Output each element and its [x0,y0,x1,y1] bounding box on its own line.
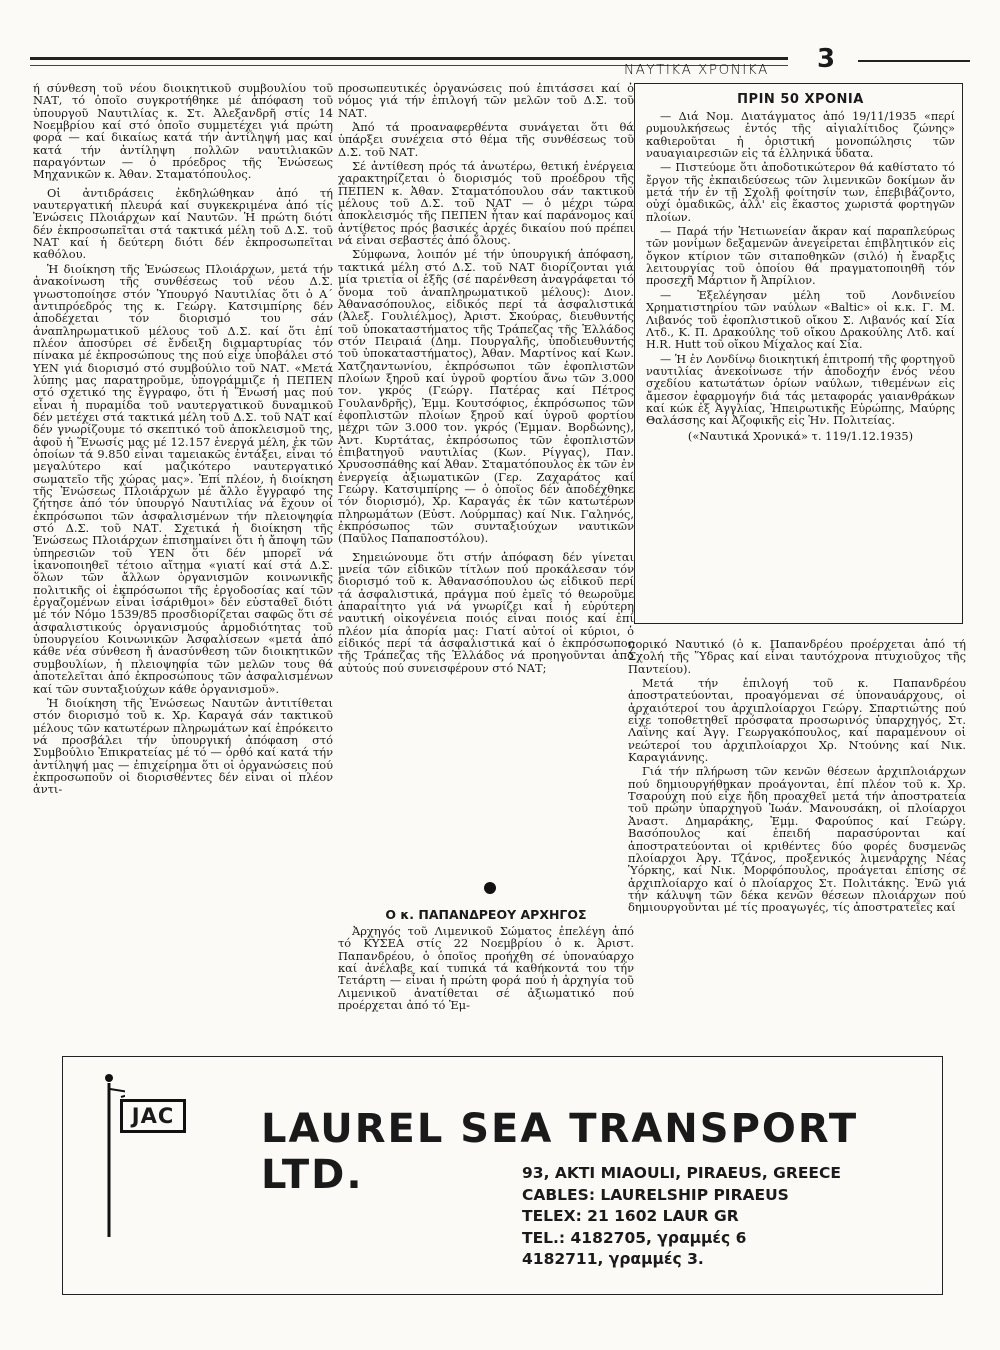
subsection-title: Ο κ. ΠΑΠΑΝΔΡΕΟΥ ΑΡΧΗΓΟΣ [385,907,587,922]
sidebar-title: ΠΡΙΝ 50 ΧΡΟΝΙΑ [737,92,864,107]
paragraph: Σημειώνουμε ὅτι στήν ἀπόφαση δέν γίνεται μνεία τῶν εἰδικῶν τίτλων πού προκάλεσαν τόν διορισμό τοῦ κ. Ἀθανασόπουλου ὡς εἰδικοῦ περί τά ἀσφαλιστικά, πράγμα πού ἐμεῖς τό θεωροῦμε ἀπαραίτητο γιά νά γνωρίζει καί ἡ εὐρύτερη ναυτική οἰκογένεια ποιός εἶναι ποιός καί ἐπί πλέον μία ἀπορία μας: Γιατί αὐτοί οἱ κύριοι, ὁ εἰδικός περί τά ἀσφαλιστικά καί ὁ ἐκπρόσωπος τῆς Τράπεζας τῆς Ἑλλάδος νά προηγοῦνται ἀπό αὐτούς πού συνεισφέρουν στό ΝΑΤ; [338,549,634,675]
article-column-2 [338,82,634,674]
paragraph: προσωπευτικές ὀργανώσεις πού ἐπιτάσσει καί ὁ νόμος γιά τήν ἐπιλογή τῶν μελῶν τοῦ Δ.Σ. τοῦ ΝΑΤ. [338,81,634,120]
sidebar-item: — Διά Νομ. Διατάγματος ἀπό 19/11/1935 «περί ρυμουλκήσεως ἐντός τῆς αἰγιαλίτιδος ζώνης» καθιεροῦται ἡ ὁριστική μονοπώλησις τῶν ναυαγιαιρεσιῶν εἰς τά ἑλληνικά ὕδατα. [646,110,955,161]
page-number: 3 [817,44,836,74]
paragraph: Σέ ἀντίθεση πρός τά ἀνωτέρω, θετική ἐνέργεια χαρακτηρίζεται ὁ διορισμός τοῦ προέδρου τῆς ΠΕΠΕΝ κ. Ἀθαν. Σταματόπουλου σάν τακτικοῦ μέλους τοῦ Δ.Σ. τοῦ ΝΑΤ — ὁ μέχρι τώρα ἀποκλεισμός τῆς ΠΕΠΕΝ ἦταν καί παράνομος καί ἀντίθετος πρός βασικές ἀρχές δικαίου πού πρέπει νά εἶναι σεβαστές ἀπό ὅλους. [338,159,634,248]
page-header [30,44,970,84]
paragraph: πορικό Ναυτικό (ὁ κ. Παπανδρέου προέρχεται ἀπό τή Σχολή τῆς Ὕδρας καί εἶναι ταυτόχρονα πτυχιοῦχος τῆς Παντείου). [628,637,966,676]
sidebar-item: — Ἡ ἐν Λονδίνῳ διοικητική ἐπιτροπή τῆς φορτηγοῦ ναυτιλίας ἀνεκοίνωσε τήν ἀποδοχήν ἑνός νέου σχεδίου κατωτάτων ὁρίων ναύλων, τιθεμένων εἰς ἄμεσον ἐφαρμογήν διά τάς μεταφοράς γαιανθράκων καί κώκ ἐξ Ἀγγλίας, Ἠπειρωτικῆς Εὐρώπης, Μαύρης Θαλάσσης καί Ἀζοφικῆς εἰς Ἡν. Πολιτείας. [646,352,955,428]
flagpole-icon [95,1069,125,1239]
subsection-text [338,925,634,1011]
paragraph: Ἡ διοίκηση τῆς Ἑνώσεως Ναυτῶν ἀντιτίθεται στόν διορισμό τοῦ κ. Χρ. Καραγά σάν τακτικοῦ μέλους τῶν κατωτέρων πληρωμάτων καί ἐπρόκειτο νά προσβάλει τήν ὑπουργική ἀπόφαση στό Συμβούλιο Ἐπικρατείας μέ τό — ὀρθό καί κατά τήν ἀντίληψή μας — ἐπιχείρημα ὅτι οἱ ὀργανώσεις πού ἐκπροσωποῦν οἱ διορισθέντες δέν εἶναι οἱ πλέον ἀντι- [33,695,333,797]
paragraph: Ἀπό τά προαναφερθέντα συνάγεται ὅτι θά ὑπάρξει συνέχεια στό θέμα τῆς συνθέσεως τοῦ Δ.Σ. τοῦ ΝΑΤ. [338,120,634,159]
paragraph: ή σύνθεση τοῦ νέου διοικητικοῦ συμβουλίου τοῦ ΝΑΤ, τό ὁποῖο συγκροτήθηκε μέ ἀπόφαση τοῦ ὑπουργοῦ Ναυτιλίας κ. Στ. Ἀλεξανδρῆ στίς 14 Νοεμβρίου καί στό ὁποῖο συμμετέχει γιά πρώτη φορά — καί δικαίως κατά τήν ἀντίληψή μας καί κατά τήν ἀντίληψη πολλῶν ναυτιλιακῶν παραγόντων — ὁ πρόεδρος τῆς Ἑνώσεως Μηχανικῶν κ. Ἀθαν. Σταματόπουλος. [33,81,333,182]
telephone-line-2: 4182711, γραμμές 3. [522,1250,704,1268]
article-column-1 [33,82,333,796]
sidebar-item: — Ἐξελέγησαν μέλη τοῦ Λονδινείου Χρηματιστηρίου τῶν ναύλων «Baltic» οἱ κ.κ. Γ. Μ. Λιβανός τοῦ ἐφοπλιστικοῦ οἴκου Σ. Λιβανός καί Σία Λτδ., Κ. Π. Δρακούλης τοῦ οἴκου Δρακούλης Λτδ. καί H.R. Hutt τοῦ οἴκου Μίχαλος καί Σία. [646,288,955,352]
company-name: LAUREL SEA TRANSPORT LTD. [261,1106,859,1198]
paragraph: Οἱ ἀντιδράσεις ἐκδηλώθηκαν ἀπό τή ναυτεργατική πλευρά καί συγκεκριμένα ἀπό τίς Ἑνώσεις Πλοιάρχων καί Ναυτῶν. Ἡ πρώτη διότι δέν ἐκπροσωπεῖται στά τακτικά μέλη τοῦ Δ.Σ. τοῦ ΝΑΤ καί ἡ δεύτερη διότι δέν ἐκπροσωπεῖται καθόλου. [33,185,333,262]
paragraph: Ἀρχηγός τοῦ Λιμενικοῦ Σώματος ἐπελέγη ἀπό τό ΚΥΣΕΑ στίς 22 Νοεμβρίου ὁ κ. Ἀριστ. Παπανδρέου, ὁ ὁποῖος προήχθη σέ ὑποναύαρχο καί ἀνέλαβε καί τυπικά τά καθήκοντά του τήν Τετάρτη — εἶναι ἡ πρώτη φορά πού ἡ ἀρχηγία τοῦ Λιμενικοῦ ἀνατίθεται σέ ἀξιωματικό πού προέρχεται ἀπό τό Ἐμ- [338,924,634,1013]
jac-flag-logo: JAC [120,1099,186,1133]
paragraph: Γιά τήν πλήρωση τῶν κενῶν θέσεων ἀρχιπλοιάρχων πού δημιουργήθηκαν προάγονται, ἐπί πλέον τοῦ κ. Χρ. Τσαρούχη πού εἶχε ἤδη προαχθεῖ μετά τήν ἀποστρατεία τοῦ πρώην ὑπαρχηγοῦ Ἰωάν. Μανουσάκη, οἱ πλοίαρχοι Ἀναστ. Δημαράκης, Ἐμμ. Φαρούπος καί Γεώργ. Βασόπουλος καί ἐπειδή παρασύρονται καί ἀποστρατεύονται οἱ κριθέντες δύο φορές δυσμενῶς πλοίαρχοι Ἀργ. Τζάνος, προξενικός λιμενάρχης Νέας Ὑόρκης, καί Νικ. Μορφόπουλος, προάγεται ἐπίσης σέ ἀρχιπλοίαρχο καί ὁ πλοίαρχος Στ. Πολιτάκης. Ἐνῶ γιά τήν κάλυψη τῶν δέκα κενῶν θέσεων πλοιάρχων πού δημιουργοῦνται μέ τίς προαγωγές, τίς ἀποστρατεῖες καί [628,764,966,915]
advertisement [62,1056,943,1295]
address-line: 93, AKTI MIAOULI, PIRAEUS, GREECE [522,1164,841,1182]
sidebar-source: («Ναυτικά Χρονικά» τ. 119/1.12.1935) [687,428,914,443]
telex-line: TELEX: 21 1602 LAUR GR [522,1207,739,1225]
sidebar-box [634,83,963,624]
paragraph: Σύμφωνα, λοιπόν μέ τήν ὑπουργική ἀπόφαση, τακτικά μέλη στό Δ.Σ. τοῦ ΝΑΤ διορίζονται γιά μία τριετία οἱ ἑξῆς (σέ παρένθεση ἀναγράφεται τό ὄνομα τοῦ ἀναπληρωματικοῦ μέλους): Διον. Ἀθανασόπουλος, εἰδικός περί τά ἀσφαλιστικά (Ἀλεξ. Γουλιέλμος), Ἀριστ. Σκούρας, διευθυντής τοῦ ὑποκαταστήματος τῆς Τράπεζας τῆς Ἑλλάδος στόν Πειραιά (Δημ. Πουργαλῆς, ὑποδιευθυντής τοῦ ὑποκαταστήματος), Ἀθαν. Μαρτίνος καί Κων. Χατζηαντωνίου, ἐκπρόσωποι τῶν ἐφοπλιστῶν πλοίων ξηροῦ καί ὑγροῦ φορτίου ἄνω τῶν 3.000 τον. γκρός (Γεώργ. Πατέρας καί Πέτρος Γουλανδρῆς), Ἐμμ. Κουτσόφιος, ἐκπρόσωπος τῶν ἐφοπλιστῶν πλοίων ξηροῦ καί ὑγροῦ φορτίου μέχρι τῶν 3.000 τον. γκρός (Ἐμμαν. Βορδώνης), Ἀντ. Κυρτάτας, ἐκπρόσωπος τῶν ἐφοπλιστῶν ἐπιβατηγοῦ ναυτιλίας (Κων. Ρίγγας), Παν. Χρυσοσπάθης καί Ἀθαν. Σταματόπουλος ἐκ τῶν ἐν ἐνεργείᾳ ἀξιωματικῶν (Γερ. Ζαχαράτος καί Γεώργ. Κατσιμπίρης — ὁ ὁποῖος δέν ἀποδέχθηκε τόν διορισμό), Χρ. Καραγάς ἐκ τῶν κατωτέρων πληρωμάτων (Εὐστ. Λούρμπας) καί Νικ. Γαληνός, ἐκπρόσωπος τῶν συνταξιούχων ναυτικῶν (Παῦλος Παπαποστόλου). [338,247,634,546]
paragraph: Ἡ διοίκηση τῆς Ἑνώσεως Πλοιάρχων, μετά τήν ἀνακοίνωση τῆς συνθέσεως τοῦ νέου Δ.Σ. γνωστοποίησε στόν Ὑπουργό Ναυτιλίας ὅτι ὁ Α΄ ἀντιπρόεδρός της κ. Γεώργ. Κατσιμπίρης δέν ἀποδέχεται τόν διορισμό του σάν ἀναπληρωματικοῦ μέλους τοῦ Δ.Σ. καί ὅτι ἐπί πλέον ἀποσύρει σέ ἔνδειξη διαμαρτυρίας τόν πίνακα μέ ἐκπροσώπους της πού εἶχε ὑποβάλει στό ΥΕΝ γιά διορισμό στό συμβούλιο τοῦ ΝΑΤ. «Μετά λύπης μας παρατηροῦμε, ὑπογράμμιζε ἡ ΠΕΠΕΝ στό σχετικό της ἔγγραφο, ὅτι ἡ Ἕνωσή μας πού εἶναι ἡ πυραμίδα τοῦ ναυτεργατικοῦ δυναμικοῦ δέν μετέχει στά τακτικά μέλη τοῦ Δ.Σ. τοῦ ΝΑΤ καί δέν γνωρίζουμε τό σκεπτικό τοῦ ἀποκλεισμοῦ της, ἀφοῦ ἡ Ἕνωσίς μας μέ 12.157 ἐνεργά μέλη, ἐκ τῶν ὁποίων τά 9.850 εἶναι ταμειακῶς ἐντάξει, εἶναι τό μεγαλύτερο καί μαζικότερο ναυτεργατικό σωματεῖο τῆς χώρας μας». Ἐπί πλέον, ἡ διοίκηση τῆς Ἑνώσεως Πλοιάρχων μέ ἄλλο ἔγγραφό της ζήτησε ἀπό τόν ὑπουργό Ναυτιλίας νά ἔχουν οἱ ἐκπρόσωποι τῶν ἀσφαλισμένων τήν πλειοψηφία στό Δ.Σ. τοῦ ΝΑΤ. Σχετικά ἡ διοίκηση τῆς Ἑνώσεως Πλοιάρχων ἐπισημαίνει ὅτι ἡ ἄποψη τῶν ὑπηρεσιῶν τοῦ ΥΕΝ ὅτι δέν μπορεῖ νά ἱκανοποιηθεῖ τέτοιο αἴτημα «γιατί καί στά Δ.Σ. ὅλων τῶν ἄλλων ὀργανισμῶν κοινωνικῆς πολιτικῆς οἱ ἐκπρόσωποι τῆς ἐργοδοσίας καί τῶν ἐργαζομένων εἶναι ἰσάριθμοι» δέν εὐσταθεῖ διότι μέ τόν Νόμο 1539/85 προσδιορίζεται σαφῶς ὅτι σέ ἀσφαλιστικούς ὀργανισμούς ἁρμοδιότητας τοῦ ὑπουργείου Κοινωνικῶν Ἀσφαλίσεων «μετά ἀπό κάθε νέα σύνθεση ἤ ἀνασύνθεση τῶν διοικητικῶν συμβουλίων, ἡ πλειοψηφία τῶν μελῶν τους θά ἀποτελεῖται ἀπό ἐκπροσώπους τῶν ἀσφαλισμένων καί τῶν συνταξιούχων κάθε ὀργανισμοῦ». [33,261,333,696]
paragraph: Μετά τήν ἐπιλογή τοῦ κ. Παπανδρέου ἀποστρατεύονται, προαγόμεναι σέ ὑποναυάρχους, οἱ ἀρχαιότεροί του ἀρχιπλοίαρχοι Γεώργ. Σπαρτιώτης πού εἶχε τοποθετηθεῖ πρόσφατα προσωρινός ὑπαρχηγός, Στ. Λαΐνης καί Ἀγγ. Γεωργακόπουλος, καί παραμένουν οἱ νεώτεροί του ἀρχιπλοίαρχοι Χρ. Ντούνης καί Νικ. Καραγιάννης. [628,676,966,765]
publication-title: ΝΑΥΤΙΚΑ ΧΡΟΝΙΚΑ [624,62,769,78]
sidebar-item: — Πιστεύομε ὅτι ἀποδοτικώτερον θά καθίστατο τό ἔργον τῆς ἐκπαιδεύσεως τῶν λιμενικῶν δοκίμων ἄν μετά τήν ἐν τῇ Σχολῇ φοίτησίν των, ἐπεβιβάζοντο, οὐχί ὁμαδικῶς, ἀλλ' εἰς ἕκαστος χωριστά φορτηγῶν πλοίων. [646,161,955,224]
sidebar-body [646,111,955,442]
header-rule [30,57,788,60]
header-rule-right [858,60,970,62]
telephone-line: TEL.: 4182705, γραμμές 6 [522,1228,747,1247]
sidebar-item: — Παρά τήν Ἡετιωνείαν ἄκραν καί παραπλεύρως τῶν μονίμων δεξαμενῶν ἀνεγείρεται ἐπιβλητικόν εἰς ὄγκον κτίριον τῶν σιταποθηκῶν (σιλό) ἡ ἔναρξις λειτουργίας τοῦ ὁποίου θά πραγματοποιηθῆ τόν προσεχῆ Μάρτιον ἤ Ἀπρίλιον. [646,225,955,288]
contact-lines [522,1163,841,1271]
section-bullet-icon [484,882,496,894]
article-column-3 [628,638,966,914]
cables-line: CABLES: LAURELSHIP PIRAEUS [522,1185,789,1204]
